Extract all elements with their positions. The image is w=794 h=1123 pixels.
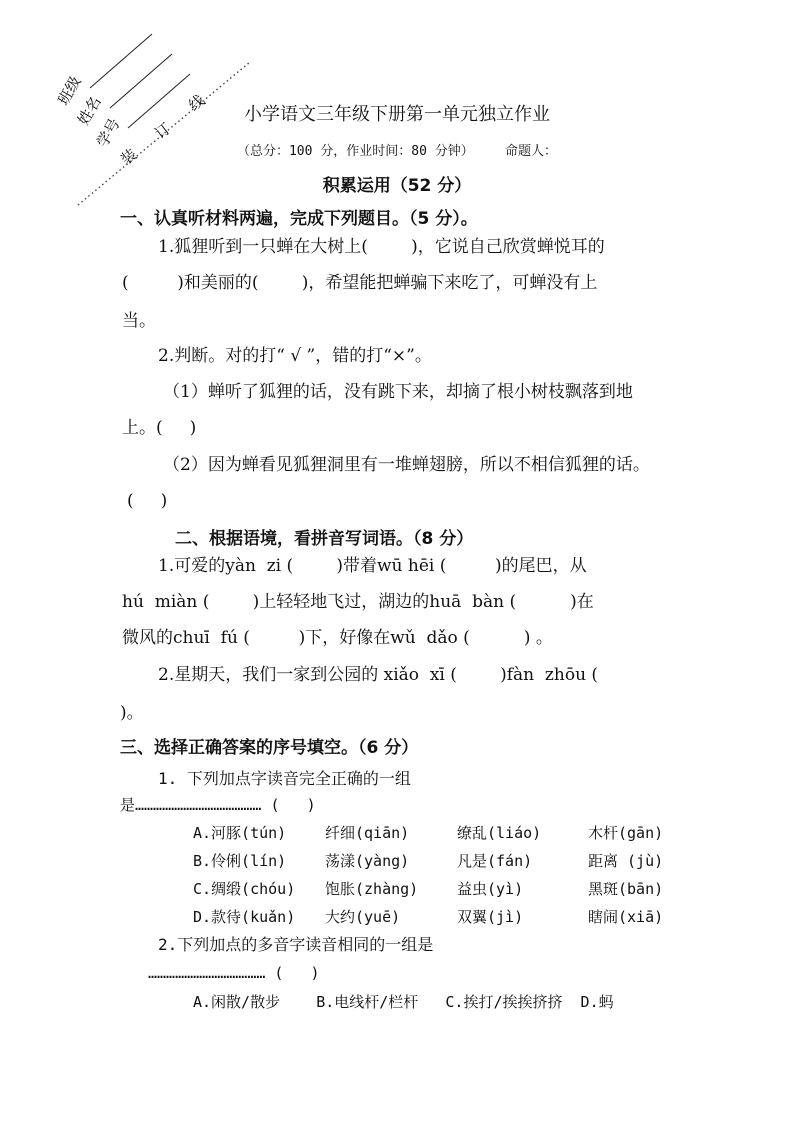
q3-option-d-2: 大约(yuē) (325, 908, 401, 926)
name-label: 姓名 (74, 93, 105, 129)
q3-option-a-1: A.河豚(tún) (193, 824, 287, 842)
q1-line-7: （2）因为蝉看见狐狸洞里有一堆蝉翅膀，所以不相信狐狸的话。 (163, 455, 650, 475)
q3-prompt-2: 2.下列加点的多音字读音相同的一组是 (158, 935, 434, 954)
bind-mark-zhuang: 装 (117, 145, 141, 169)
q3-option-d-1: D.款待(kuǎn) (193, 908, 296, 926)
page-subtitle: （总分：100 分，作业时间：80 分钟） 命题人： (236, 144, 558, 159)
q2-line-3: 微风的chuī fú ( )下，好像在wǔ dǎo ( ) 。 (122, 628, 553, 648)
q3-option-a-2: 纤细(qiān) (325, 824, 410, 842)
q1-line-2: ( )和美丽的( )，希望能把蝉骗下来吃了，可蝉没有上 (122, 273, 598, 293)
q3-option-d-4: 瞎闹(xiā) (588, 908, 664, 926)
q3-heading: 三、选择正确答案的序号填空。（6 分） (120, 738, 419, 758)
q1-line-4: 2.判断。对的打“ √ ”，错的打“×”。 (158, 346, 432, 366)
q3-prompt-2-cont: ………………………………… ( ) (148, 964, 320, 982)
bind-mark-ding: 订 (151, 119, 175, 143)
q3-prompt-1: 1. 下列加点字读音完全正确的一组 (158, 769, 411, 788)
q2-line-2: hú miàn ( )上轻轻地飞过，湖边的huā bàn ( )在 (122, 592, 594, 612)
q2-line-4: 2.星期天，我们一家到公园的 xiǎo xī ( )fàn zhōu ( (158, 665, 599, 685)
q3-option-a-3: 缭乱(liáo) (457, 824, 542, 842)
q3-prompt-2-options: A.闲散/散步 B.电线杆/栏杆 C.挨打/挨挨挤挤 D.蚂 (193, 993, 614, 1011)
q3-option-c-3: 益虫(yì) (457, 880, 524, 898)
q3-option-b-3: 凡是(fán) (457, 852, 533, 870)
bind-mark-xian: 线 (185, 91, 209, 115)
q3-option-c-2: 饱胀(zhàng) (325, 880, 419, 898)
q3-prompt-1-cont: 是…………………………………… ( ) (120, 796, 316, 814)
q3-option-a-4: 木杆(gān) (588, 824, 664, 842)
q3-option-c-4: 黑斑(bān) (588, 880, 664, 898)
q1-line-3: 当。 (122, 311, 156, 331)
q3-option-c-1: C.绸缎(chóu) (193, 880, 296, 898)
q2-heading: 二、根据语境，看拼音写词语。（8 分） (175, 529, 474, 549)
q1-line-1: 1.狐狸听到一只蝉在大树上( )，它说自己欣赏蝉悦耳的 (158, 237, 605, 257)
q2-line-1: 1.可爱的yàn zi ( )带着wū hēi ( )的尾巴，从 (158, 556, 587, 576)
page-title: 小学语文三年级下册第一单元独立作业 (244, 104, 550, 125)
q3-option-b-2: 荡漾(yàng) (325, 852, 410, 870)
class-label: 班级 (54, 73, 85, 109)
q1-line-5: （1）蝉听了狐狸的话，没有跳下来，却摘了根小树枝飘落到地 (163, 382, 633, 402)
q3-option-b-1: B.伶俐(lín) (193, 852, 287, 870)
q3-option-d-3: 双翼(jì) (457, 908, 524, 926)
q3-option-b-4: 距离 (jù) (588, 852, 664, 870)
student-id-label: 学号 (93, 115, 124, 151)
q2-line-5: )。 (120, 703, 144, 723)
q1-line-8: ( ) (127, 491, 168, 511)
section-title: 积累运用（52 分） (322, 176, 472, 196)
q1-line-6: 上。( ) (122, 418, 197, 438)
q1-heading: 一、认真听材料两遍，完成下列题目。（5 分）。 (120, 209, 478, 229)
